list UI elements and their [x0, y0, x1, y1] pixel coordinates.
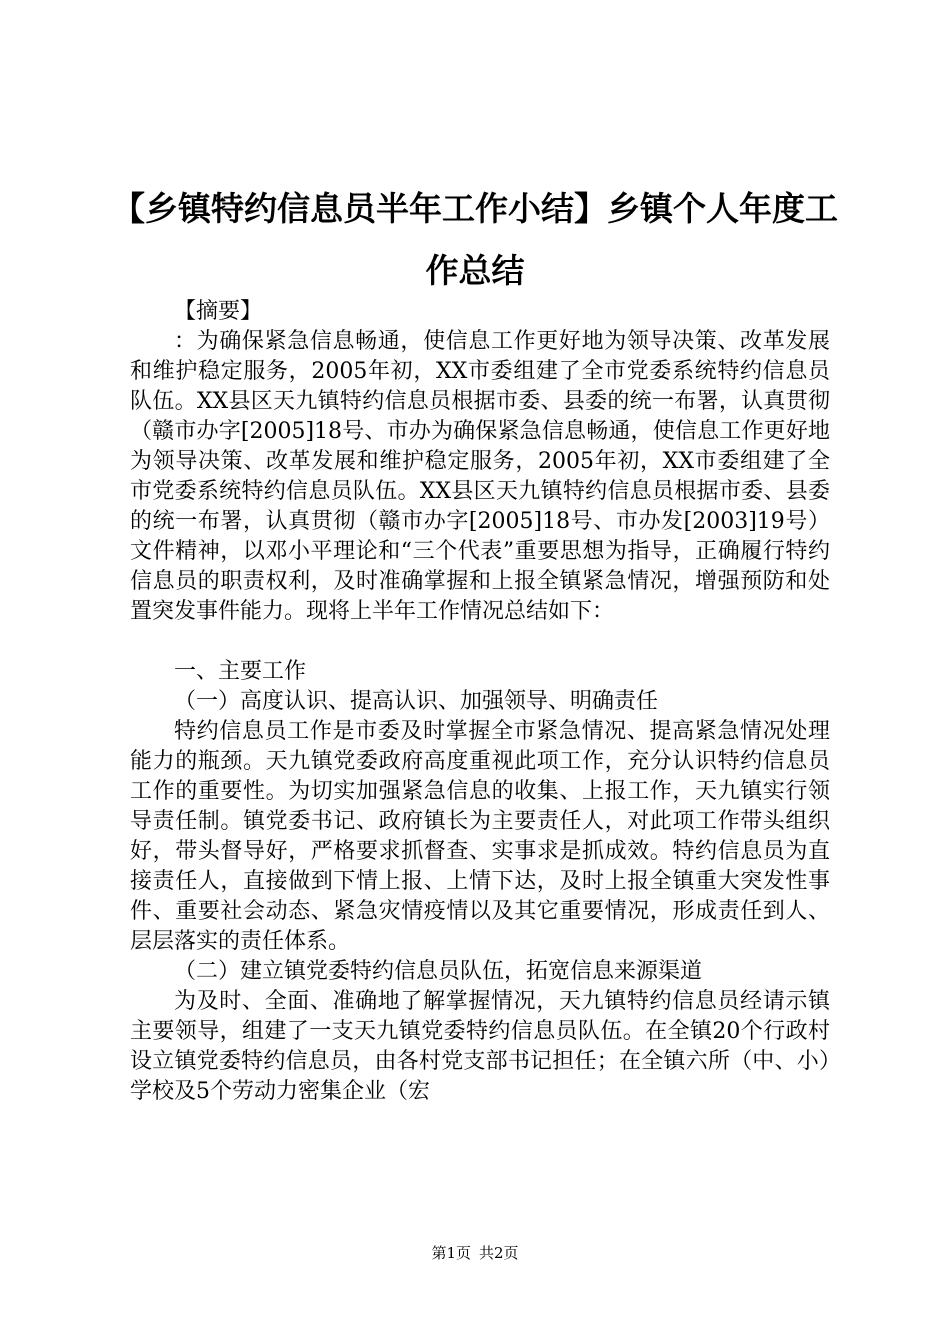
abstract-paragraph: ：为确保紧急信息畅通，使信息工作更好地为领导决策、改革发展和维护稳定服务，2005年初，XX市委组建了全市党委系统特约信息员队伍。XX县区天九镇特约信息员根据市委、县委的统一布署，认真贯彻（赣市办字[2005]18号、市办为确保紧急信息畅通，使信息工作更好地为领导决策、改革发展和维护稳定服务，2005年初，XX市委组建了全市党委系统特约信息员队伍。XX县区天九镇特约信息员根据市委、县委的统一布署，认真贯彻（赣市办字[2005]18号、市办发[2003]19号）文件精神，以邓小平理论和“三个代表”重要思想为指导，正确履行特约信息员的职责权利，及时准确掌握和上报全镇紧急情况，增强预防和处置突发事件能力。现将上半年工作情况总结如下： [130, 329, 830, 624]
abstract-label: 【摘要】 [174, 299, 263, 324]
section-heading-main-work: 一、主要工作 [174, 659, 307, 684]
document-title: 【乡镇特约信息员半年工作小结】乡镇个人年度工作总结 [112, 189, 838, 290]
subsection-heading-1: （一）高度认识、提高认识、加强领导、明确责任 [174, 689, 659, 714]
page-total: 共2页 [479, 1244, 519, 1262]
page-number: 第1页 [431, 1244, 471, 1262]
page-footer [0, 1243, 950, 1263]
document-body [130, 297, 830, 1107]
body-paragraph: 特约信息员工作是市委及时掌握全市紧急情况、提高紧急情况处理能力的瓶颈。天九镇党委政府高度重视此项工作，充分认识特约信息员工作的重要性。为切实加强紧急信息的收集、上报工作，天九镇实行领导责任制。镇党委书记、政府镇长为主要责任人，对此项工作带头组织好，带头督导好，严格要求抓督查、实事求是抓成效。特约信息员为直接责任人，直接做到下情上报、上情下达，及时上报全镇重大突发性事件、重要社会动态、紧急灾情疫情以及其它重要情况，形成责任到人、层层落实的责任体系。 [130, 719, 830, 954]
body-paragraph: 为及时、全面、准确地了解掌握情况，天九镇特约信息员经请示镇主要领导，组建了一支天九镇党委特约信息员队伍。在全镇20个行政村设立镇党委特约信息员，由各村党支部书记担任；在全镇六所（中、小）学校及5个劳动力密集企业（宏 [130, 989, 830, 1104]
subsection-heading-2: （二）建立镇党委特约信息员队伍，拓宽信息来源渠道 [174, 959, 703, 984]
